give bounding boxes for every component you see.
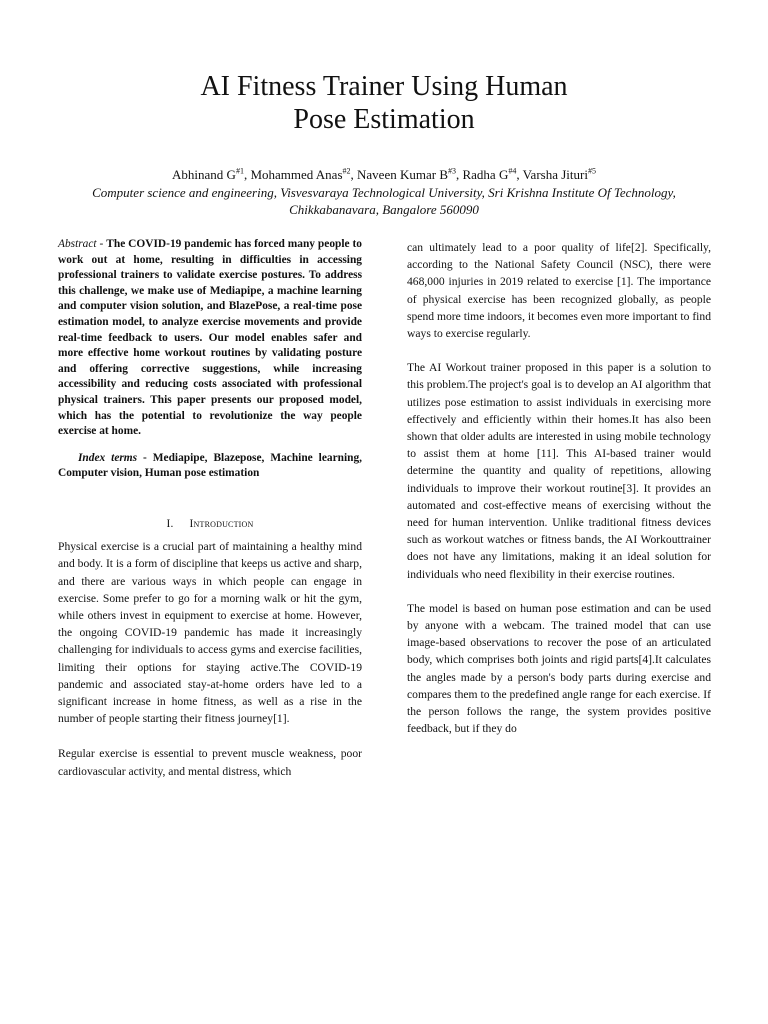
author: Naveen Kumar $B^{\#3}$ [357,166,456,182]
author: Mohammed Anas$^{\#2}$ [250,166,351,182]
affiliation-line-1: Computer science and engineering, Visvesvaraya Technological University, Sri Krishna Institute Of Technology, [92,185,676,200]
abstract-text: The COVID-19 pandemic has forced many people to work out at home, resulting in difficulties in accessing professional trainers to validate exercise postures. To address this challenge, we make use of Mediapipe, a machine learning and computer vision solution, and BlazePose, a real-time pose estimation model, to analyze exercise movements and provide real-time feedback to users. Our model enables safer and more effective home workout routines by validating posture and offering corrective suggestions, while increasing accessibility and reducing costs associated with professional physical trainers. This paper presents our proposed model, which has the potential to revolutionize the way people exercise at home. [58,238,362,438]
abstract-label: Abstract - [58,238,107,250]
index-terms [58,451,362,482]
title-line-1: AI Fitness Trainer Using Human [200,71,568,102]
abstract [58,237,362,440]
body-paragraph: Physical exercise is a crucial part of maintaining a healthy mind and body. It is a form of discipline that keeps us active and sharp, and there are various ways in which people can engage in exercise. Some prefer to go for a morning walk or hit the gym, while others invest in equipment to exercise at home. However, the ongoing COVID-19 pandemic has made it increasingly challenging for individuals to access gyms and exercise facilities, limiting their options for staying active.The COVID-19 pandemic and associated stay-at-home orders have led to a significant increase in home fitness, as well as a rise in the number of people starting their fitness journey[1]. [58,540,362,726]
right-column [407,239,711,737]
author: Radha $G^{\#4}$ [462,166,517,182]
affiliation [30,184,738,218]
section-number: I. [166,517,174,530]
body-paragraph: The AI Workout trainer proposed in this paper is a solution to this problem.The project's goal is to develop an AI algorithm that utilizes pose estimation to assist individuals in exercising more effectively and efficiently within their homes.It has also been shown that older adults are interested in using mobile technology to assist them at home [11]. This AI-based trainer would determine the quantity and quality of repetitions, allowing individuals to improve their workout routine[3]. It provides an automated and cost-effective means of exercising without the need for human intervention. Unlike traditional fitness devices such as workout watches or fitness bands, the AI Workouttrainer does not have any limitations, making it an ideal solution for individuals who need flexibility in their exercise routines. [407,361,711,581]
author: Abhinand $G^{\#1}$ [172,166,244,182]
paper-title [0,70,768,136]
left-column [58,237,362,780]
title-line-2: Pose Estimation [293,104,475,135]
section-heading [58,516,362,533]
index-terms-text: - Mediapipe, Blazepose, Machine learning, Computer vision, Human pose estimation [58,451,362,480]
index-terms-label: Index terms [78,451,138,464]
author-list: Abhinand $G^{\#1}$, Mohammed Anas$^{\#2}$, Naveen Kumar $B^{\#3}$, Radha $G^{\#4}$, Varsha Jituri$^{\#5}$ [172,166,596,182]
body-paragraph: Regular exercise is essential to prevent muscle weakness, poor cardiovascular activity, and mental distress, which [58,747,362,778]
body-paragraph: can ultimately lead to a poor quality of life[2]. Specifically, according to the National Safety Council (NSC), there were 468,000 injuries in 2019 related to exercise [1]. The importance of physical exercise has been recognized globally, as people spend more time indoors, it becomes even more important to find ways to exercise regularly. [407,241,711,341]
author: Varsha Jituri$^{\#5}$ [522,166,596,182]
section-title: Introduction [189,517,254,530]
affiliation-line-2: Chikkabanavara, Bangalore 560090 [289,202,479,217]
body-paragraph: The model is based on human pose estimation and can be used by anyone with a webcam. The trained model that can use image-based observations to recover the pose of an articulated body, which comprises both joints and rigid parts[4].It calculates the angles made by a person's body parts during exercise and compares them to the predefined angle range for each exercise. If the person follows the range, the system provides positive feedback, but if they do [407,601,711,736]
